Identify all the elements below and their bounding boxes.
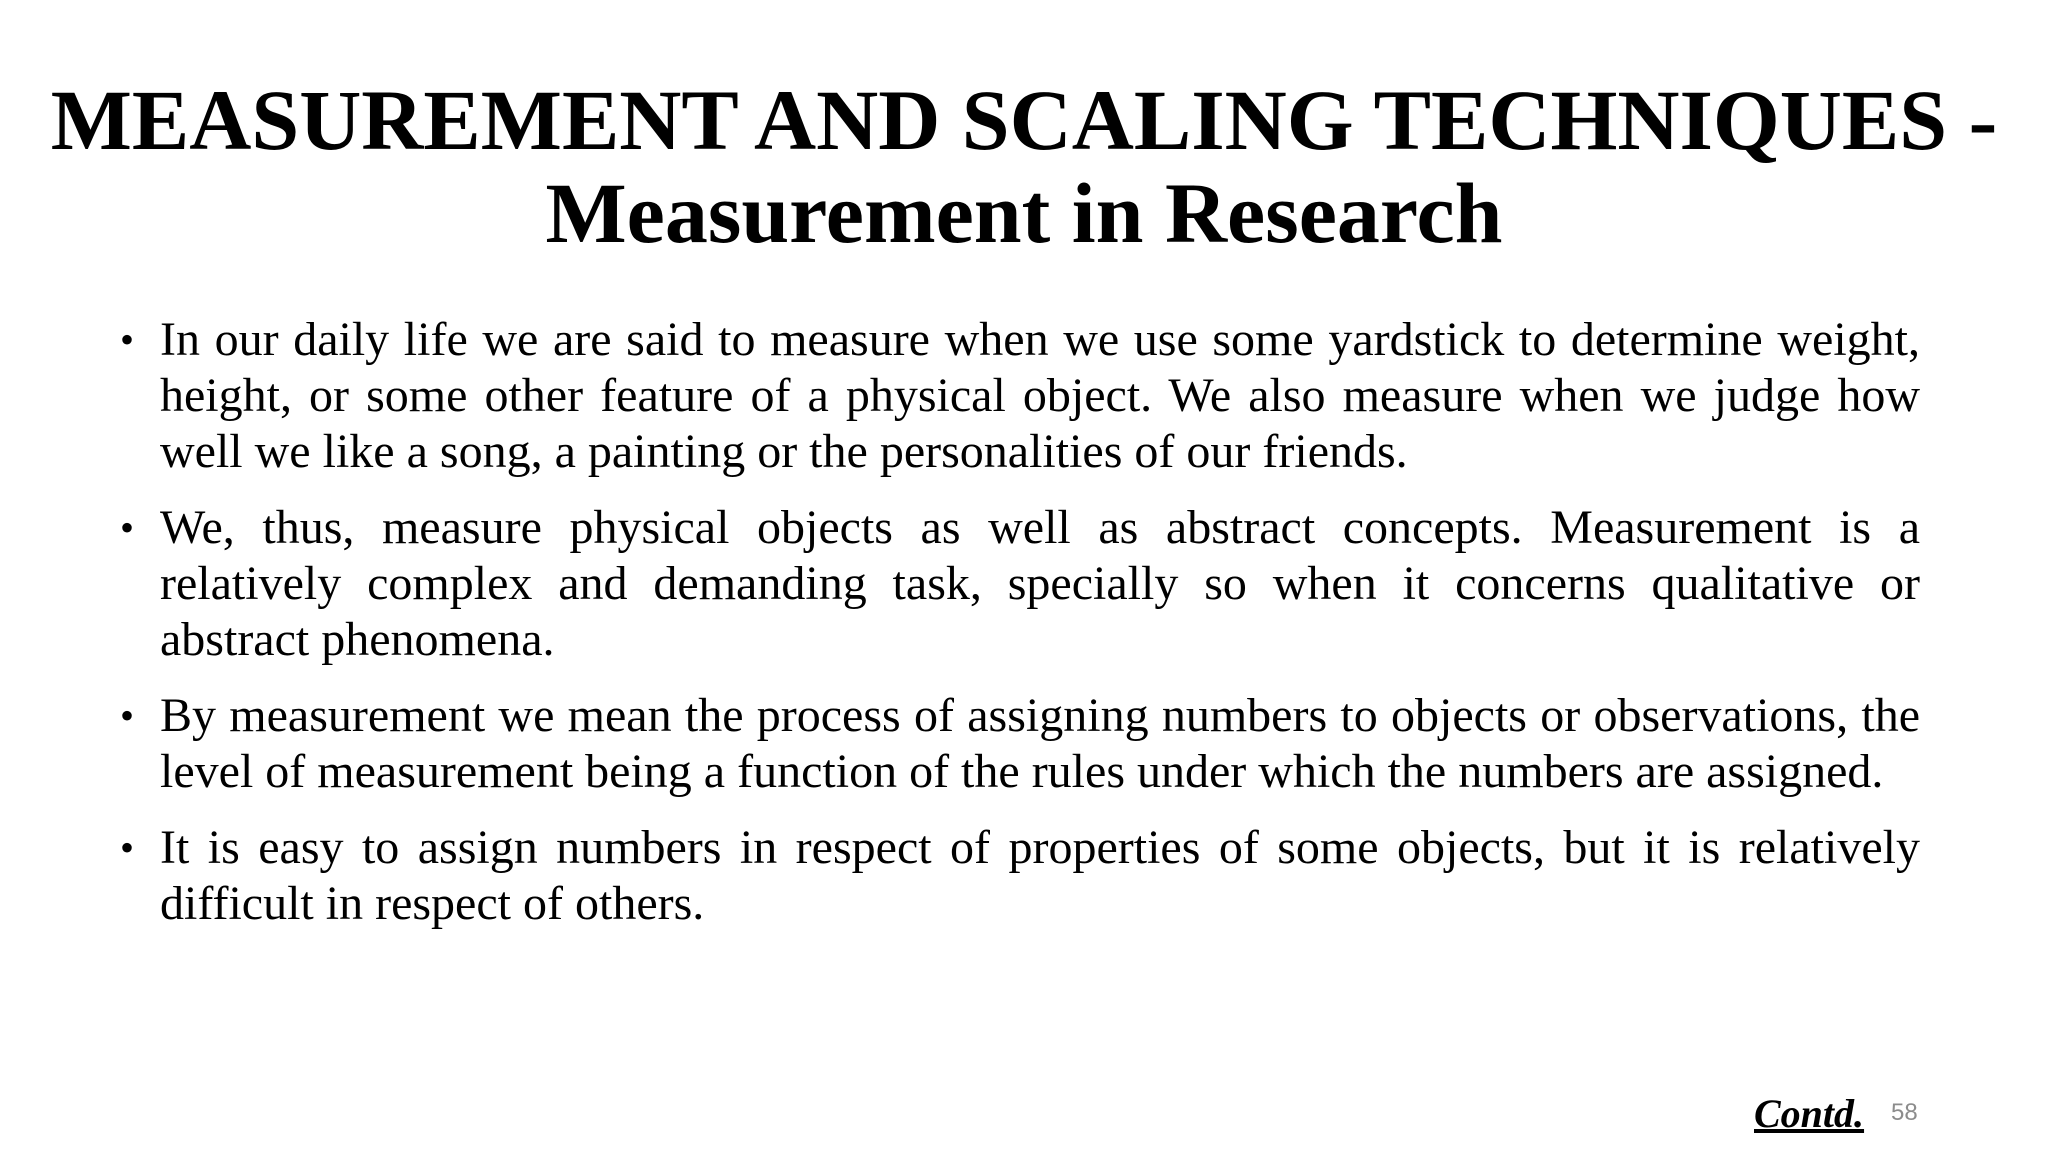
bullet-item	[120, 820, 1920, 932]
bullet-text: It is easy to assign numbers in respect of properties of some objects, but it is relatively difficult in respect of others.	[160, 821, 1920, 930]
bullet-text: We, thus, measure physical objects as well as abstract concepts. Measurement is a relatively complex and demanding task, specially so when it concerns qualitative or abstract phenomena.	[160, 501, 1920, 666]
bullet-item	[120, 500, 1920, 668]
contd-label: Contd.	[1754, 1091, 1865, 1136]
title-line-2: Measurement in Research	[545, 165, 1503, 261]
slide-title	[0, 74, 2048, 260]
bullet-list	[120, 312, 1920, 952]
title-line-1: MEASUREMENT AND SCALING TECHNIQUES -	[50, 72, 1998, 168]
bullet-icon: •	[120, 825, 135, 870]
bullet-item	[120, 312, 1920, 480]
bullet-item	[120, 688, 1920, 800]
page-number: 58	[1891, 1099, 1918, 1126]
bullet-text: In our daily life we are said to measure when we use some yardstick to determine weight, height, or some other feature of a physical object. We also measure when we judge how well we like a song, a painting or the personalities of our friends.	[160, 313, 1920, 478]
bullet-icon: •	[120, 317, 135, 362]
bullet-text: By measurement we mean the process of assigning numbers to objects or observations, the level of measurement being a function of the rules under which the numbers are assigned.	[160, 689, 1920, 798]
bullet-icon: •	[120, 693, 135, 738]
bullet-icon: •	[120, 505, 135, 550]
